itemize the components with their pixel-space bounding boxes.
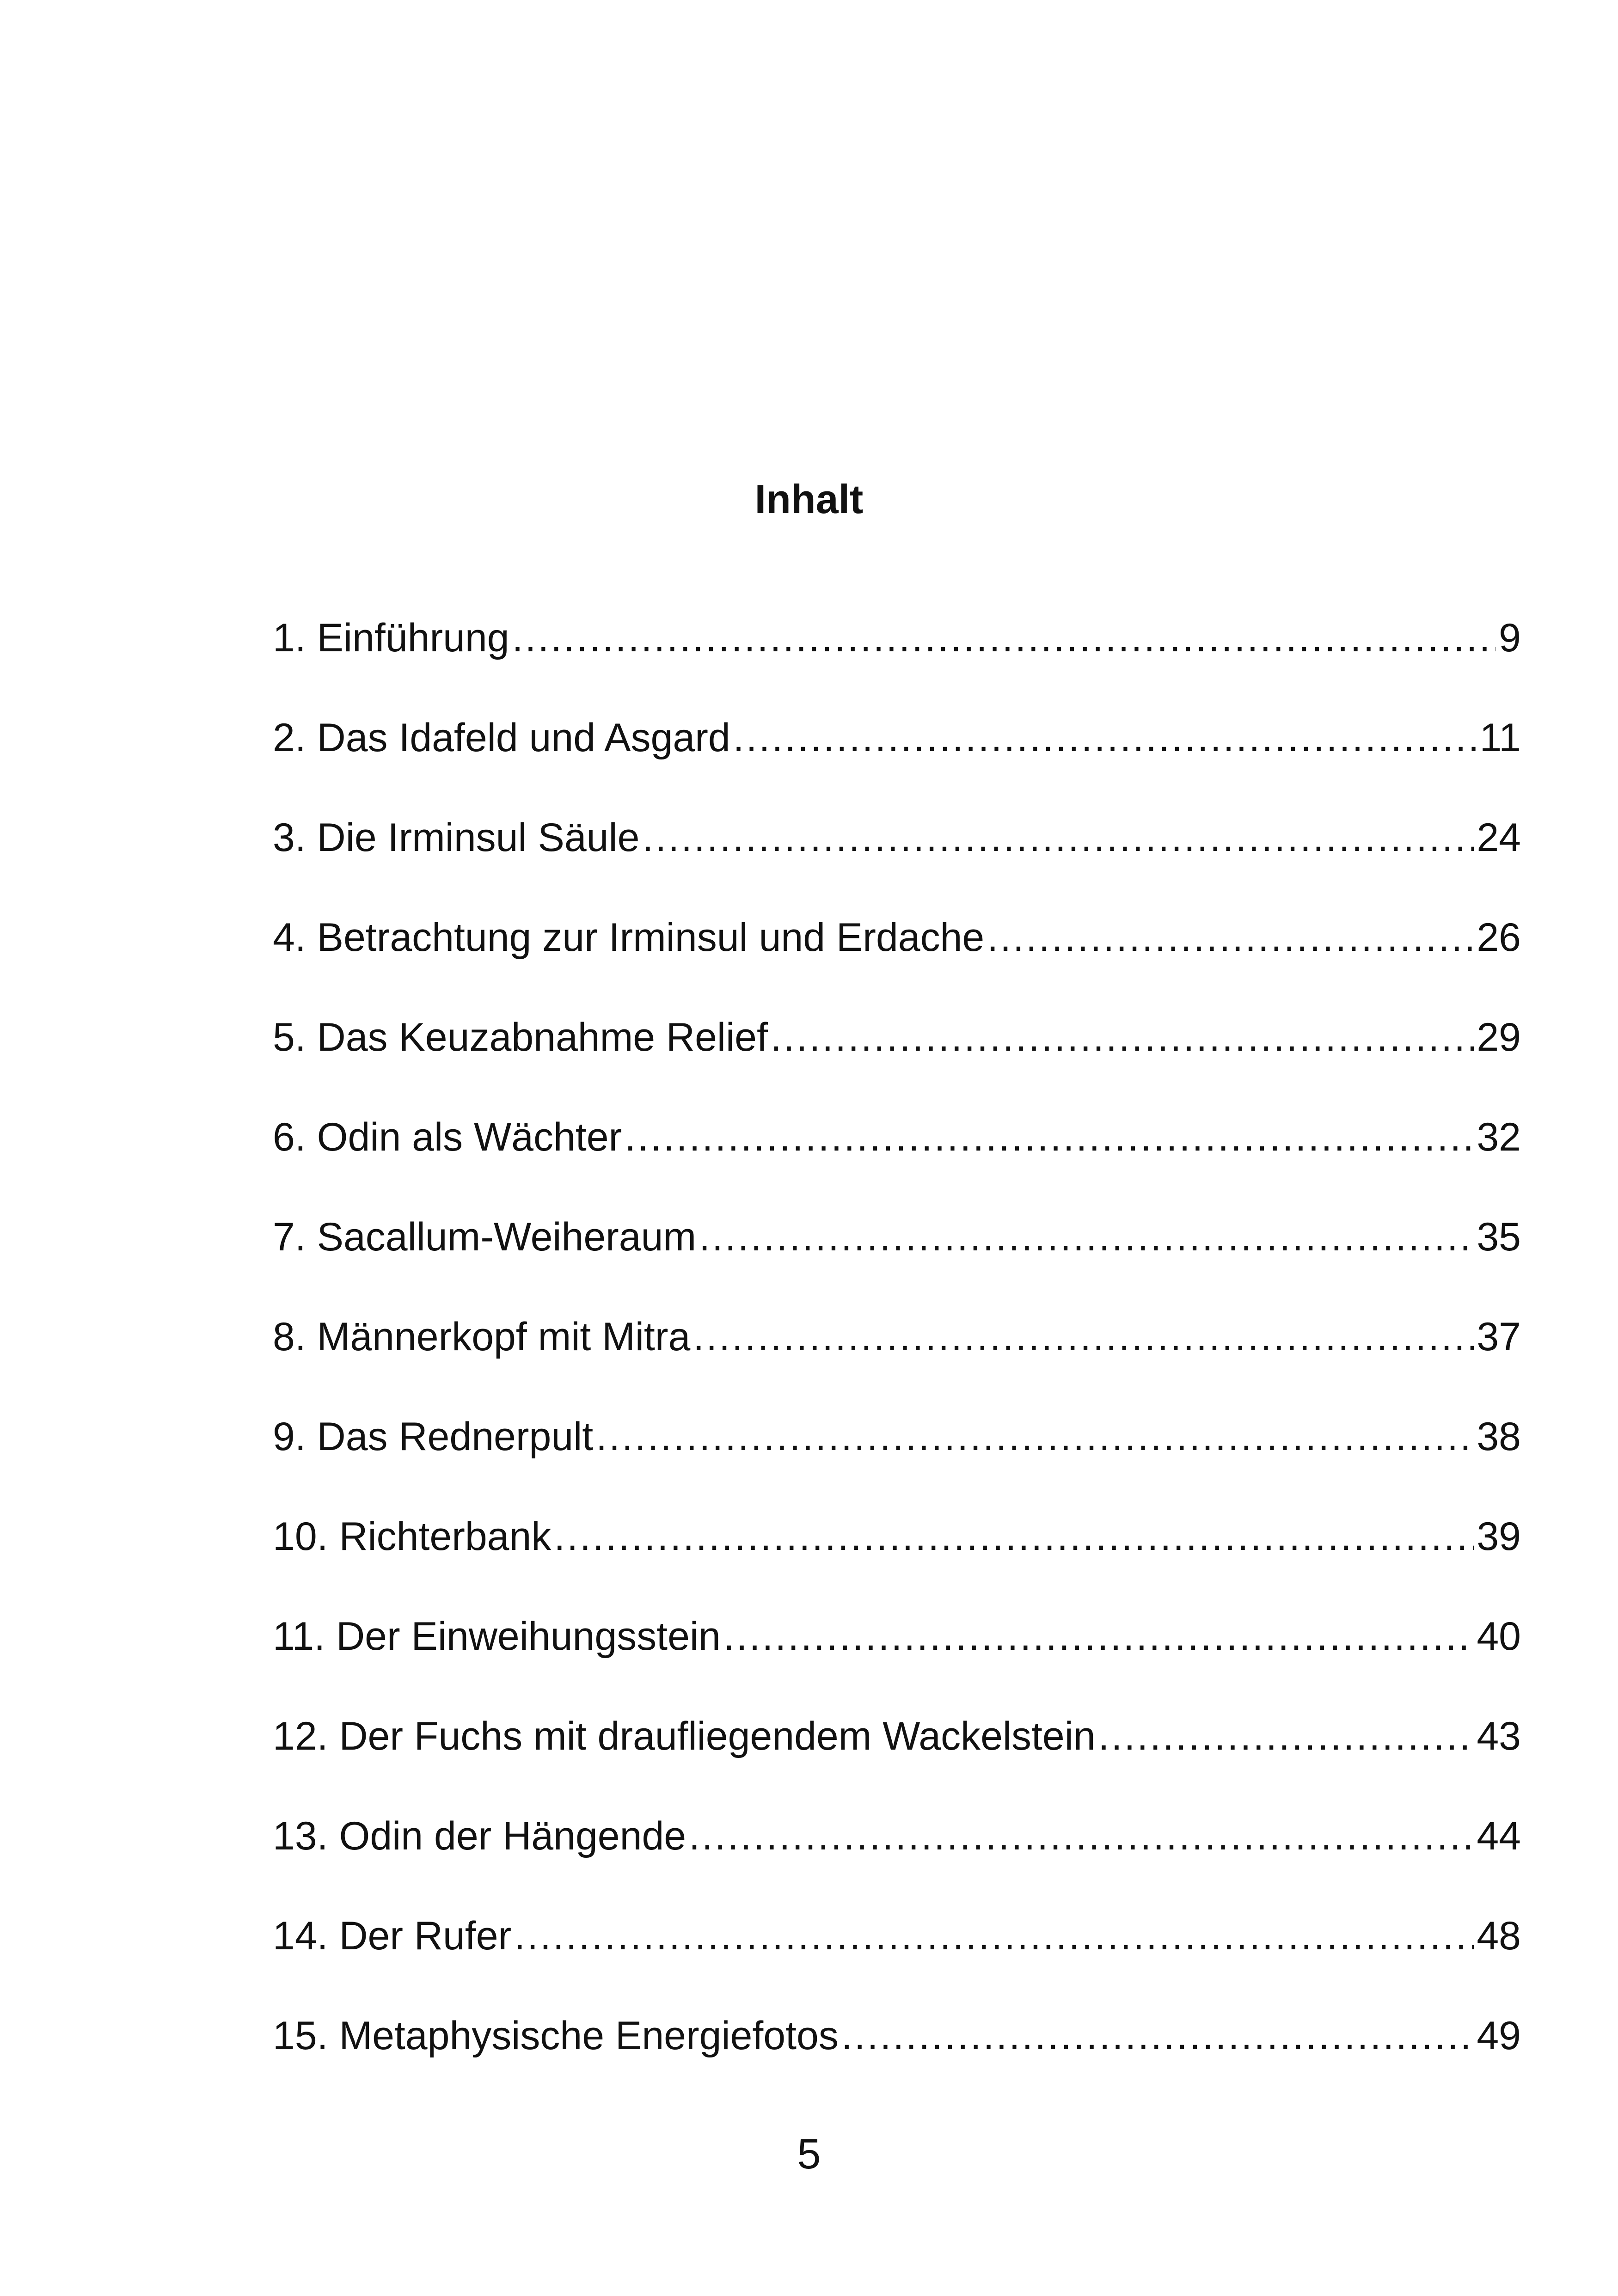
toc-dot-leader [699,1209,1474,1265]
toc-dot-leader [625,1109,1474,1165]
toc-entry-page: 32 [1477,1115,1521,1159]
toc-entry [273,1109,1521,1209]
toc-entry-label: 1. Einführung [273,616,509,660]
toc-entry-label: 14. Der Rufer [273,1914,512,1958]
toc-dot-leader [723,1609,1474,1664]
toc-entry [273,1309,1521,1409]
toc-entry-page: 43 [1477,1714,1521,1758]
toc-entry-label: 10. Richterbank [273,1514,552,1559]
toc-entry-label: 9. Das Rednerpult [273,1414,594,1459]
toc-dot-leader [689,1808,1474,1864]
table-of-contents [273,610,1521,2108]
toc-entry [273,810,1521,910]
toc-entry-page: 11 [1479,716,1521,760]
toc-entry [273,910,1521,1010]
toc-entry-label: 12. Der Fuchs mit draufliegendem Wackelstein [273,1714,1096,1758]
toc-entry-page: 24 [1477,815,1521,860]
toc-entry-label: 8. Männerkopf mit Mitra [273,1315,691,1359]
toc-entry [273,1209,1521,1309]
toc-entry-page: 37 [1477,1315,1521,1359]
toc-entry [273,1808,1521,1908]
toc-entry-label: 5. Das Keuzabnahme Relief [273,1015,768,1059]
toc-entry [273,610,1521,710]
toc-entry-page: 9 [1499,616,1521,660]
toc-dot-leader [596,1409,1474,1464]
toc-entry-page: 26 [1477,915,1521,960]
toc-entry-label: 11. Der Einweihungsstein [273,1614,721,1659]
toc-entry [273,1509,1521,1609]
toc-entry-page: 40 [1477,1614,1521,1659]
toc-entry [273,1609,1521,1708]
toc-entry-page: 48 [1477,1914,1521,1958]
toc-entry-label: 13. Odin der Hängende [273,1814,686,1858]
toc-entry-label: 4. Betrachtung zur Irminsul und Erdache [273,915,985,960]
toc-entry-page: 38 [1477,1414,1521,1459]
toc-entry [273,1409,1521,1509]
toc-entry-page: 29 [1477,1015,1521,1059]
toc-dot-leader [733,710,1477,765]
toc-entry [273,1708,1521,1808]
toc-dot-leader [771,1010,1474,1065]
toc-dot-leader [512,610,1496,666]
toc-entry-label: 2. Das Idafeld und Asgard [273,716,730,760]
toc-entry-label: 7. Sacallum-Weiheraum [273,1215,697,1259]
page-number: 5 [797,2131,821,2178]
toc-entry-page: 44 [1477,1814,1521,1858]
toc-entry-label: 6. Odin als Wächter [273,1115,622,1159]
toc-entry [273,2008,1521,2108]
toc-entry [273,710,1521,810]
page-title: Inhalt [754,476,864,522]
toc-entry [273,1908,1521,2008]
toc-entry-page: 49 [1477,2014,1521,2058]
toc-entry-label: 3. Die Irminsul Säule [273,815,640,860]
toc-entry [273,1010,1521,1109]
toc-dot-leader [987,910,1474,965]
toc-dot-leader [1098,1708,1474,1764]
toc-entry-page: 39 [1477,1514,1521,1559]
toc-dot-leader [642,810,1474,865]
toc-entry-page: 35 [1477,1215,1521,1259]
toc-dot-leader [554,1509,1474,1564]
toc-entry-label: 15. Metaphysische Energiefotos [273,2014,839,2058]
toc-dot-leader [841,2008,1474,2063]
toc-dot-leader [693,1309,1474,1365]
toc-dot-leader [514,1908,1474,1964]
